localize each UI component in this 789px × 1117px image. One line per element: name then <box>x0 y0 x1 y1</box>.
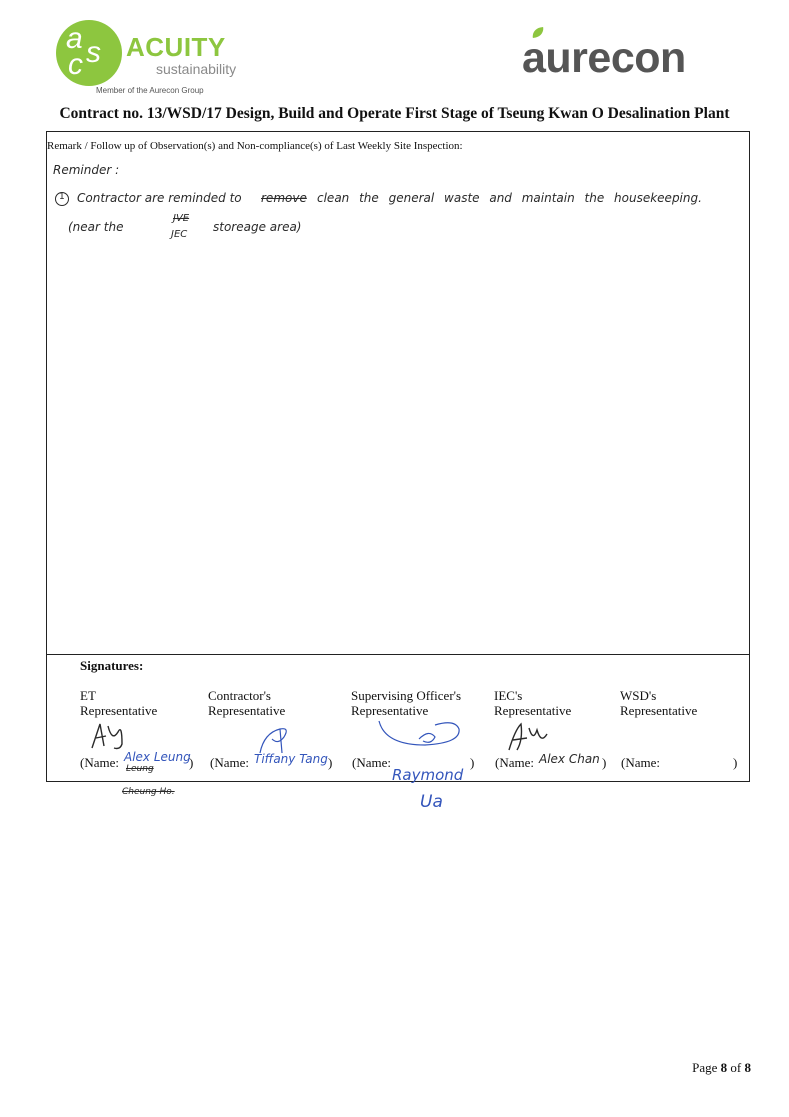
iec-name-suffix: ) <box>602 755 607 770</box>
handwritten-line1-struck: remove <box>261 191 307 205</box>
contractor-label-line2: Representative <box>208 703 286 718</box>
iec-signature-icon <box>505 720 549 754</box>
et-name-prefix: (Name: <box>80 755 119 770</box>
handwritten-heading: Reminder : <box>53 163 120 177</box>
handwritten-line2-insert: JEC <box>171 229 188 240</box>
wsd-label-line2: Representative <box>620 703 698 718</box>
page-of: of <box>730 1060 742 1075</box>
contractor-representative-label <box>208 688 285 718</box>
contractor-handwritten-name: Tiffany Tang <box>254 752 328 766</box>
acuity-name: ACUITY <box>126 32 226 62</box>
handwritten-line2-a: (near the <box>68 220 124 234</box>
supervising-label-line2: Representative <box>351 703 429 718</box>
supervising-name-suffix: ) <box>470 755 475 770</box>
wsd-name-prefix: (Name: <box>621 755 660 770</box>
et-below-struck: Cheung Ho. <box>122 787 175 797</box>
page-total: 8 <box>744 1060 751 1075</box>
wsd-name-suffix: ) <box>733 755 738 770</box>
remark-label: Remark / Follow up of Observation(s) and Non-compliance(s) of Last Weekly Site Inspection: <box>47 140 463 152</box>
page-number <box>692 1060 751 1076</box>
handwritten-line2-struck: JVE <box>173 213 190 224</box>
contract-title: Contract no. 13/WSD/17 Design, Build and Operate First Stage of Tseung Kwan O Desalination Plant <box>59 105 730 122</box>
signature-divider <box>46 654 750 655</box>
inspection-form-box <box>46 131 750 782</box>
contractor-name-prefix: (Name: <box>210 755 249 770</box>
et-handwritten-name: Alex Leung <box>124 750 191 764</box>
iec-handwritten-name: Alex Chan <box>539 752 600 766</box>
contractor-name-suffix: ) <box>328 755 333 770</box>
supervising-officer-representative-label <box>351 688 461 718</box>
et-struck-text: Leung <box>126 764 154 774</box>
iec-label-line1: IEC's <box>494 688 523 703</box>
supervising-name-prefix: (Name: <box>352 755 391 770</box>
et-signature-icon <box>88 720 132 752</box>
handwritten-line2-b: storeage area) <box>213 220 302 234</box>
supervising-officer-signature-icon <box>375 715 467 751</box>
contractor-signature-icon <box>250 723 300 755</box>
wsd-representative-label <box>620 688 697 718</box>
signatures-heading: Signatures: <box>80 658 144 673</box>
iec-representative-label <box>494 688 571 718</box>
et-label-line1: ET <box>80 688 96 703</box>
acuity-logo <box>56 20 256 102</box>
acuity-tagline: sustainability <box>156 61 237 77</box>
aurecon-logo <box>522 28 737 88</box>
supervising-handwritten-name-line2: Ua <box>420 792 443 812</box>
et-label-line2: Representative <box>80 703 158 718</box>
item-number: 1 <box>59 192 65 202</box>
aurecon-name: aurecon <box>522 34 686 82</box>
page-prefix: Page <box>692 1060 718 1075</box>
acuity-monogram-icon: a s c <box>56 20 122 86</box>
acuity-member-note: Member of the Aurecon Group <box>96 86 204 95</box>
et-name-suffix: ) <box>189 755 194 770</box>
handwritten-line1-b: clean the general waste and maintain the housekeeping. <box>317 191 702 205</box>
contractor-label-line1: Contractor's <box>208 688 271 703</box>
handwritten-line1-a: Contractor are reminded to <box>77 191 242 205</box>
et-representative-label <box>80 688 157 718</box>
page-current: 8 <box>720 1060 728 1075</box>
iec-name-prefix: (Name: <box>495 755 534 770</box>
supervising-label-line1: Supervising Officer's <box>351 688 462 703</box>
wsd-label-line1: WSD's <box>620 688 657 703</box>
supervising-handwritten-name-line1: Raymond <box>392 766 464 784</box>
iec-label-line2: Representative <box>494 703 572 718</box>
